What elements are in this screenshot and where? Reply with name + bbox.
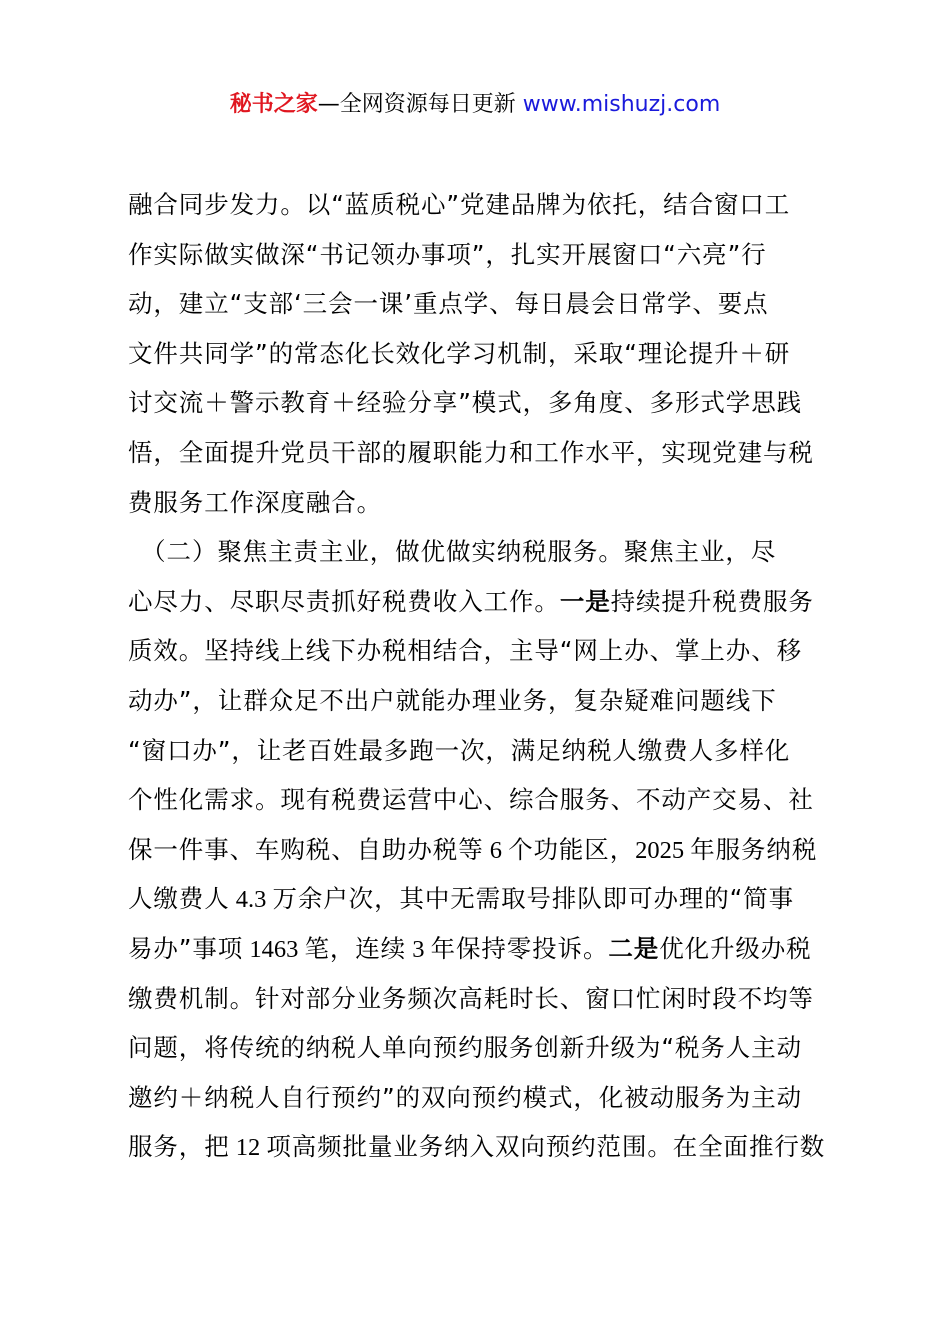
site-brand: 秘书之家 <box>229 92 318 117</box>
text-run: 动办”，让群众足不出户就能办理业务，复杂疑难问题线下 <box>128 685 777 715</box>
text-line <box>128 676 838 726</box>
text-run: 费服务工作深度融合。 <box>128 487 382 517</box>
number-run: 12 <box>229 1134 267 1162</box>
number-run: 3 <box>406 935 431 963</box>
site-url-link[interactable]: www.mishuzj.com <box>522 92 721 117</box>
text-run: 讨交流＋警示教育＋经验分享”模式，多角度、多形式学思践 <box>128 388 802 418</box>
bold-text-run: 二是 <box>608 933 660 963</box>
text-line <box>128 1073 838 1123</box>
text-run: 笔，连续 <box>304 933 407 963</box>
text-run: 优化升级办税 <box>659 933 812 963</box>
text-run: 持续提升税费服务 <box>610 586 814 616</box>
text-run: 质效。坚持线上线下办税相结合，主导“网上办、掌上办、移 <box>128 636 802 666</box>
site-tagline: —全网资源每日更新 <box>317 92 523 117</box>
number-run: 2025 <box>635 836 691 864</box>
text-line <box>128 775 838 825</box>
text-line <box>128 428 838 478</box>
number-run: 6 <box>483 836 509 864</box>
text-run: 年服务纳税 <box>690 834 818 864</box>
text-run: 万余户次，其中无需取号排队即可办理的“简事 <box>272 884 795 914</box>
text-line <box>128 626 838 676</box>
text-line <box>128 279 838 329</box>
text-line <box>128 874 838 924</box>
text-line <box>128 527 838 577</box>
text-run: 个性化需求。现有税费运营中心、综合服务、不动产交易、社 <box>128 785 814 815</box>
text-line <box>128 1122 838 1172</box>
text-run: 心尽力、尽职尽责抓好税费收入工作。 <box>128 586 560 616</box>
text-line <box>128 924 838 974</box>
text-line <box>128 726 838 776</box>
number-run: 4.3 <box>229 886 273 914</box>
text-run: （二）聚焦主责主业，做优做实纳税服务。聚焦主业，尽 <box>128 537 777 567</box>
text-run: 易办”事项 <box>128 933 244 963</box>
text-run: 项高频批量业务纳入双向预约范围。在全面推行数 <box>266 1132 826 1162</box>
text-run: 动，建立“支部‘三会一课’重点学、每日晨会日常学、要点 <box>128 289 769 319</box>
text-line <box>128 329 838 379</box>
text-run: 服务，把 <box>128 1132 230 1162</box>
text-run: 个功能区， <box>508 834 636 864</box>
text-line <box>128 974 838 1024</box>
text-run: 文件共同学”的常态化长效化学习机制，采取“理论提升＋研 <box>128 338 791 368</box>
text-run: 悟，全面提升党员干部的履职能力和工作水平，实现党建与税 <box>128 437 814 467</box>
bold-text-run: 一是 <box>559 586 611 616</box>
text-run: 保一件事、车购税、自助办税等 <box>128 834 484 864</box>
document-body <box>128 180 838 1172</box>
text-run: 问题，将传统的纳税人单向预约服务创新升级为“税务人主动 <box>128 1033 802 1063</box>
text-run: “窗口办”，让老百姓最多跑一次，满足纳税人缴费人多样化 <box>128 735 791 765</box>
number-run: 1463 <box>243 935 305 963</box>
text-line <box>128 577 838 627</box>
text-line <box>128 180 838 230</box>
text-line <box>128 1023 838 1073</box>
text-line <box>128 825 838 875</box>
text-run: 人缴费人 <box>128 884 230 914</box>
text-line <box>128 378 838 428</box>
text-line <box>128 230 838 280</box>
text-run: 融合同步发力。以“蓝质税心”党建品牌为依托，结合窗口工 <box>128 190 791 219</box>
page-header <box>0 88 950 122</box>
text-run: 邀约＋纳税人自行预约”的双向预约模式，化被动服务为主动 <box>128 1082 802 1112</box>
text-line <box>128 478 838 528</box>
text-run: 作实际做实做深“书记领办事项”，扎实开展窗口“六亮”行 <box>128 239 767 269</box>
text-run: 年保持零投诉。 <box>430 933 609 963</box>
text-run: 缴费机制。针对部分业务频次高耗时长、窗口忙闲时段不均等 <box>128 983 814 1013</box>
